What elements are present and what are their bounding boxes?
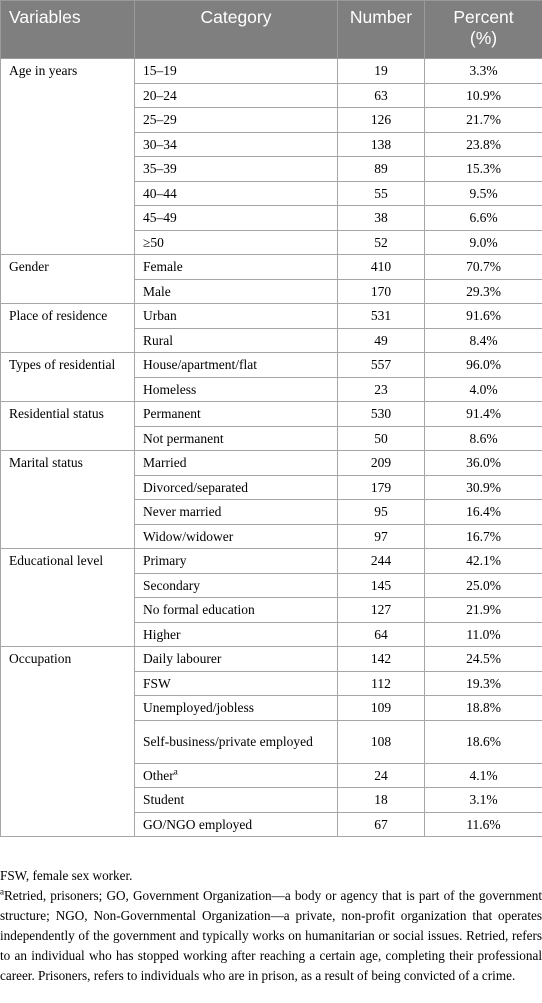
number-cell: 24	[338, 763, 425, 788]
percent-cell: 16.7%	[425, 524, 542, 549]
variable-cell: Occupation	[1, 647, 135, 837]
percent-cell: 3.1%	[425, 788, 542, 813]
number-cell: 244	[338, 549, 425, 574]
category-text: 40–44	[143, 185, 177, 201]
category-text: GO/NGO employed	[143, 816, 253, 832]
percent-cell: 23.8%	[425, 132, 542, 157]
number-cell: 50	[338, 426, 425, 451]
category-cell	[135, 230, 338, 255]
number-cell: 109	[338, 696, 425, 721]
percent-cell: 18.6%	[425, 720, 542, 763]
category-text: 15–19	[143, 63, 177, 79]
category-text: Daily labourer	[143, 651, 222, 667]
footnote-marker: a	[0, 886, 4, 897]
number-cell: 127	[338, 598, 425, 623]
header-percent-line2: (%)	[469, 28, 498, 48]
category-text: Divorced/separated	[143, 479, 248, 495]
percent-cell: 9.0%	[425, 230, 542, 255]
category-cell	[135, 647, 338, 672]
category-cell	[135, 132, 338, 157]
percent-cell: 4.0%	[425, 377, 542, 402]
percent-cell: 8.4%	[425, 328, 542, 353]
category-text: Homeless	[143, 381, 197, 397]
percent-cell: 4.1%	[425, 763, 542, 788]
category-text: Male	[143, 283, 171, 299]
number-cell: 55	[338, 181, 425, 206]
category-cell	[135, 573, 338, 598]
number-cell: 142	[338, 647, 425, 672]
category-cell	[135, 353, 338, 378]
category-cell	[135, 500, 338, 525]
number-cell: 112	[338, 671, 425, 696]
category-cell	[135, 622, 338, 647]
percent-cell: 24.5%	[425, 647, 542, 672]
header-percent	[425, 1, 542, 59]
category-text: Married	[143, 455, 187, 471]
category-text: 45–49	[143, 210, 177, 226]
header-number: Number	[338, 1, 425, 59]
category-cell	[135, 671, 338, 696]
category-cell	[135, 451, 338, 476]
number-cell: 49	[338, 328, 425, 353]
percent-cell: 10.9%	[425, 83, 542, 108]
number-cell: 63	[338, 83, 425, 108]
category-text: Secondary	[143, 577, 200, 593]
category-text: Other	[143, 767, 174, 783]
category-cell	[135, 304, 338, 329]
category-cell	[135, 157, 338, 182]
percent-cell: 36.0%	[425, 451, 542, 476]
table-notes	[0, 866, 542, 986]
category-text: Unemployed/jobless	[143, 700, 254, 716]
number-cell: 52	[338, 230, 425, 255]
category-text: Rural	[143, 332, 173, 348]
header-percent-line1: Percent	[453, 7, 514, 27]
category-cell	[135, 255, 338, 280]
number-cell: 531	[338, 304, 425, 329]
category-text: Permanent	[143, 406, 201, 422]
category-cell	[135, 279, 338, 304]
table-row	[1, 353, 542, 378]
percent-cell: 16.4%	[425, 500, 542, 525]
category-cell	[135, 328, 338, 353]
percent-cell: 18.8%	[425, 696, 542, 721]
category-text: Higher	[143, 626, 181, 642]
category-cell	[135, 206, 338, 231]
number-cell: 530	[338, 402, 425, 427]
number-cell: 179	[338, 475, 425, 500]
category-cell	[135, 812, 338, 837]
category-cell	[135, 83, 338, 108]
percent-cell: 29.3%	[425, 279, 542, 304]
category-text: House/apartment/flat	[143, 357, 257, 373]
variable-cell: Educational level	[1, 549, 135, 647]
percent-cell: 25.0%	[425, 573, 542, 598]
number-cell: 67	[338, 812, 425, 837]
number-cell: 38	[338, 206, 425, 231]
category-text: 30–34	[143, 136, 177, 152]
table-row	[1, 451, 542, 476]
category-cell	[135, 524, 338, 549]
percent-cell: 6.6%	[425, 206, 542, 231]
percent-cell: 3.3%	[425, 59, 542, 84]
category-text: 20–24	[143, 87, 177, 103]
category-text: Not permanent	[143, 430, 224, 446]
category-cell	[135, 108, 338, 133]
percent-cell: 42.1%	[425, 549, 542, 574]
variable-cell: Age in years	[1, 59, 135, 255]
header-category: Category	[135, 1, 338, 59]
category-text: Never married	[143, 504, 222, 520]
category-cell	[135, 720, 338, 763]
table-row	[1, 402, 542, 427]
category-cell	[135, 788, 338, 813]
number-cell: 97	[338, 524, 425, 549]
number-cell: 410	[338, 255, 425, 280]
category-cell	[135, 598, 338, 623]
percent-cell: 9.5%	[425, 181, 542, 206]
abbreviation-note: FSW, female sex worker.	[0, 868, 133, 883]
category-cell	[135, 402, 338, 427]
category-cell	[135, 696, 338, 721]
number-cell: 108	[338, 720, 425, 763]
category-cell	[135, 475, 338, 500]
category-text: FSW	[143, 675, 171, 691]
category-cell	[135, 59, 338, 84]
category-cell	[135, 549, 338, 574]
number-cell: 95	[338, 500, 425, 525]
table-row	[1, 59, 542, 84]
percent-cell: 91.6%	[425, 304, 542, 329]
table-body	[1, 59, 542, 837]
table-row	[1, 304, 542, 329]
variable-cell: Place of residence	[1, 304, 135, 353]
percent-cell: 19.3%	[425, 671, 542, 696]
percent-cell: 30.9%	[425, 475, 542, 500]
category-text: 35–39	[143, 161, 177, 177]
category-text: Student	[143, 792, 185, 808]
footnote-text: Retried, prisoners; GO, Government Organization—a body or agency that is part of the government structure; NGO, Non-Governmental Organization—a private, non-profit organization that operates independently of the government and typically works on humanitarian or social issues. Retried, refers to an individual who has stopped working after reaching a certain age, completing their professional career. Prisoners, refers to individuals who are in prison, as a result of being convicted of a crime.	[0, 888, 542, 983]
number-cell: 145	[338, 573, 425, 598]
category-cell	[135, 377, 338, 402]
variable-cell: Marital status	[1, 451, 135, 549]
category-text: Female	[143, 259, 183, 275]
number-cell: 19	[338, 59, 425, 84]
table-row	[1, 255, 542, 280]
percent-cell: 11.6%	[425, 812, 542, 837]
number-cell: 126	[338, 108, 425, 133]
variable-cell: Gender	[1, 255, 135, 304]
percent-cell: 8.6%	[425, 426, 542, 451]
category-cell	[135, 763, 338, 788]
number-cell: 64	[338, 622, 425, 647]
percent-cell: 11.0%	[425, 622, 542, 647]
percent-cell: 70.7%	[425, 255, 542, 280]
category-text: 25–29	[143, 112, 177, 128]
footnote-marker: a	[173, 766, 178, 777]
table-row	[1, 647, 542, 672]
category-text: Primary	[143, 553, 187, 569]
number-cell: 23	[338, 377, 425, 402]
table-row	[1, 549, 542, 574]
category-cell	[135, 181, 338, 206]
table-header	[1, 1, 542, 59]
number-cell: 18	[338, 788, 425, 813]
category-text: Widow/widower	[143, 528, 234, 544]
variable-cell: Types of residential	[1, 353, 135, 402]
category-text: No formal education	[143, 602, 255, 618]
number-cell: 89	[338, 157, 425, 182]
footnote	[0, 886, 542, 986]
variable-cell: Residential status	[1, 402, 135, 451]
number-cell: 138	[338, 132, 425, 157]
category-text: Urban	[143, 308, 177, 324]
number-cell: 209	[338, 451, 425, 476]
category-cell	[135, 426, 338, 451]
percent-cell: 96.0%	[425, 353, 542, 378]
percent-cell: 21.9%	[425, 598, 542, 623]
number-cell: 170	[338, 279, 425, 304]
percent-cell: 91.4%	[425, 402, 542, 427]
percent-cell: 21.7%	[425, 108, 542, 133]
category-text: ≥50	[143, 234, 164, 250]
category-text: Self-business/private employed	[143, 733, 313, 749]
percent-cell: 15.3%	[425, 157, 542, 182]
header-variables: Variables	[1, 1, 135, 59]
number-cell: 557	[338, 353, 425, 378]
